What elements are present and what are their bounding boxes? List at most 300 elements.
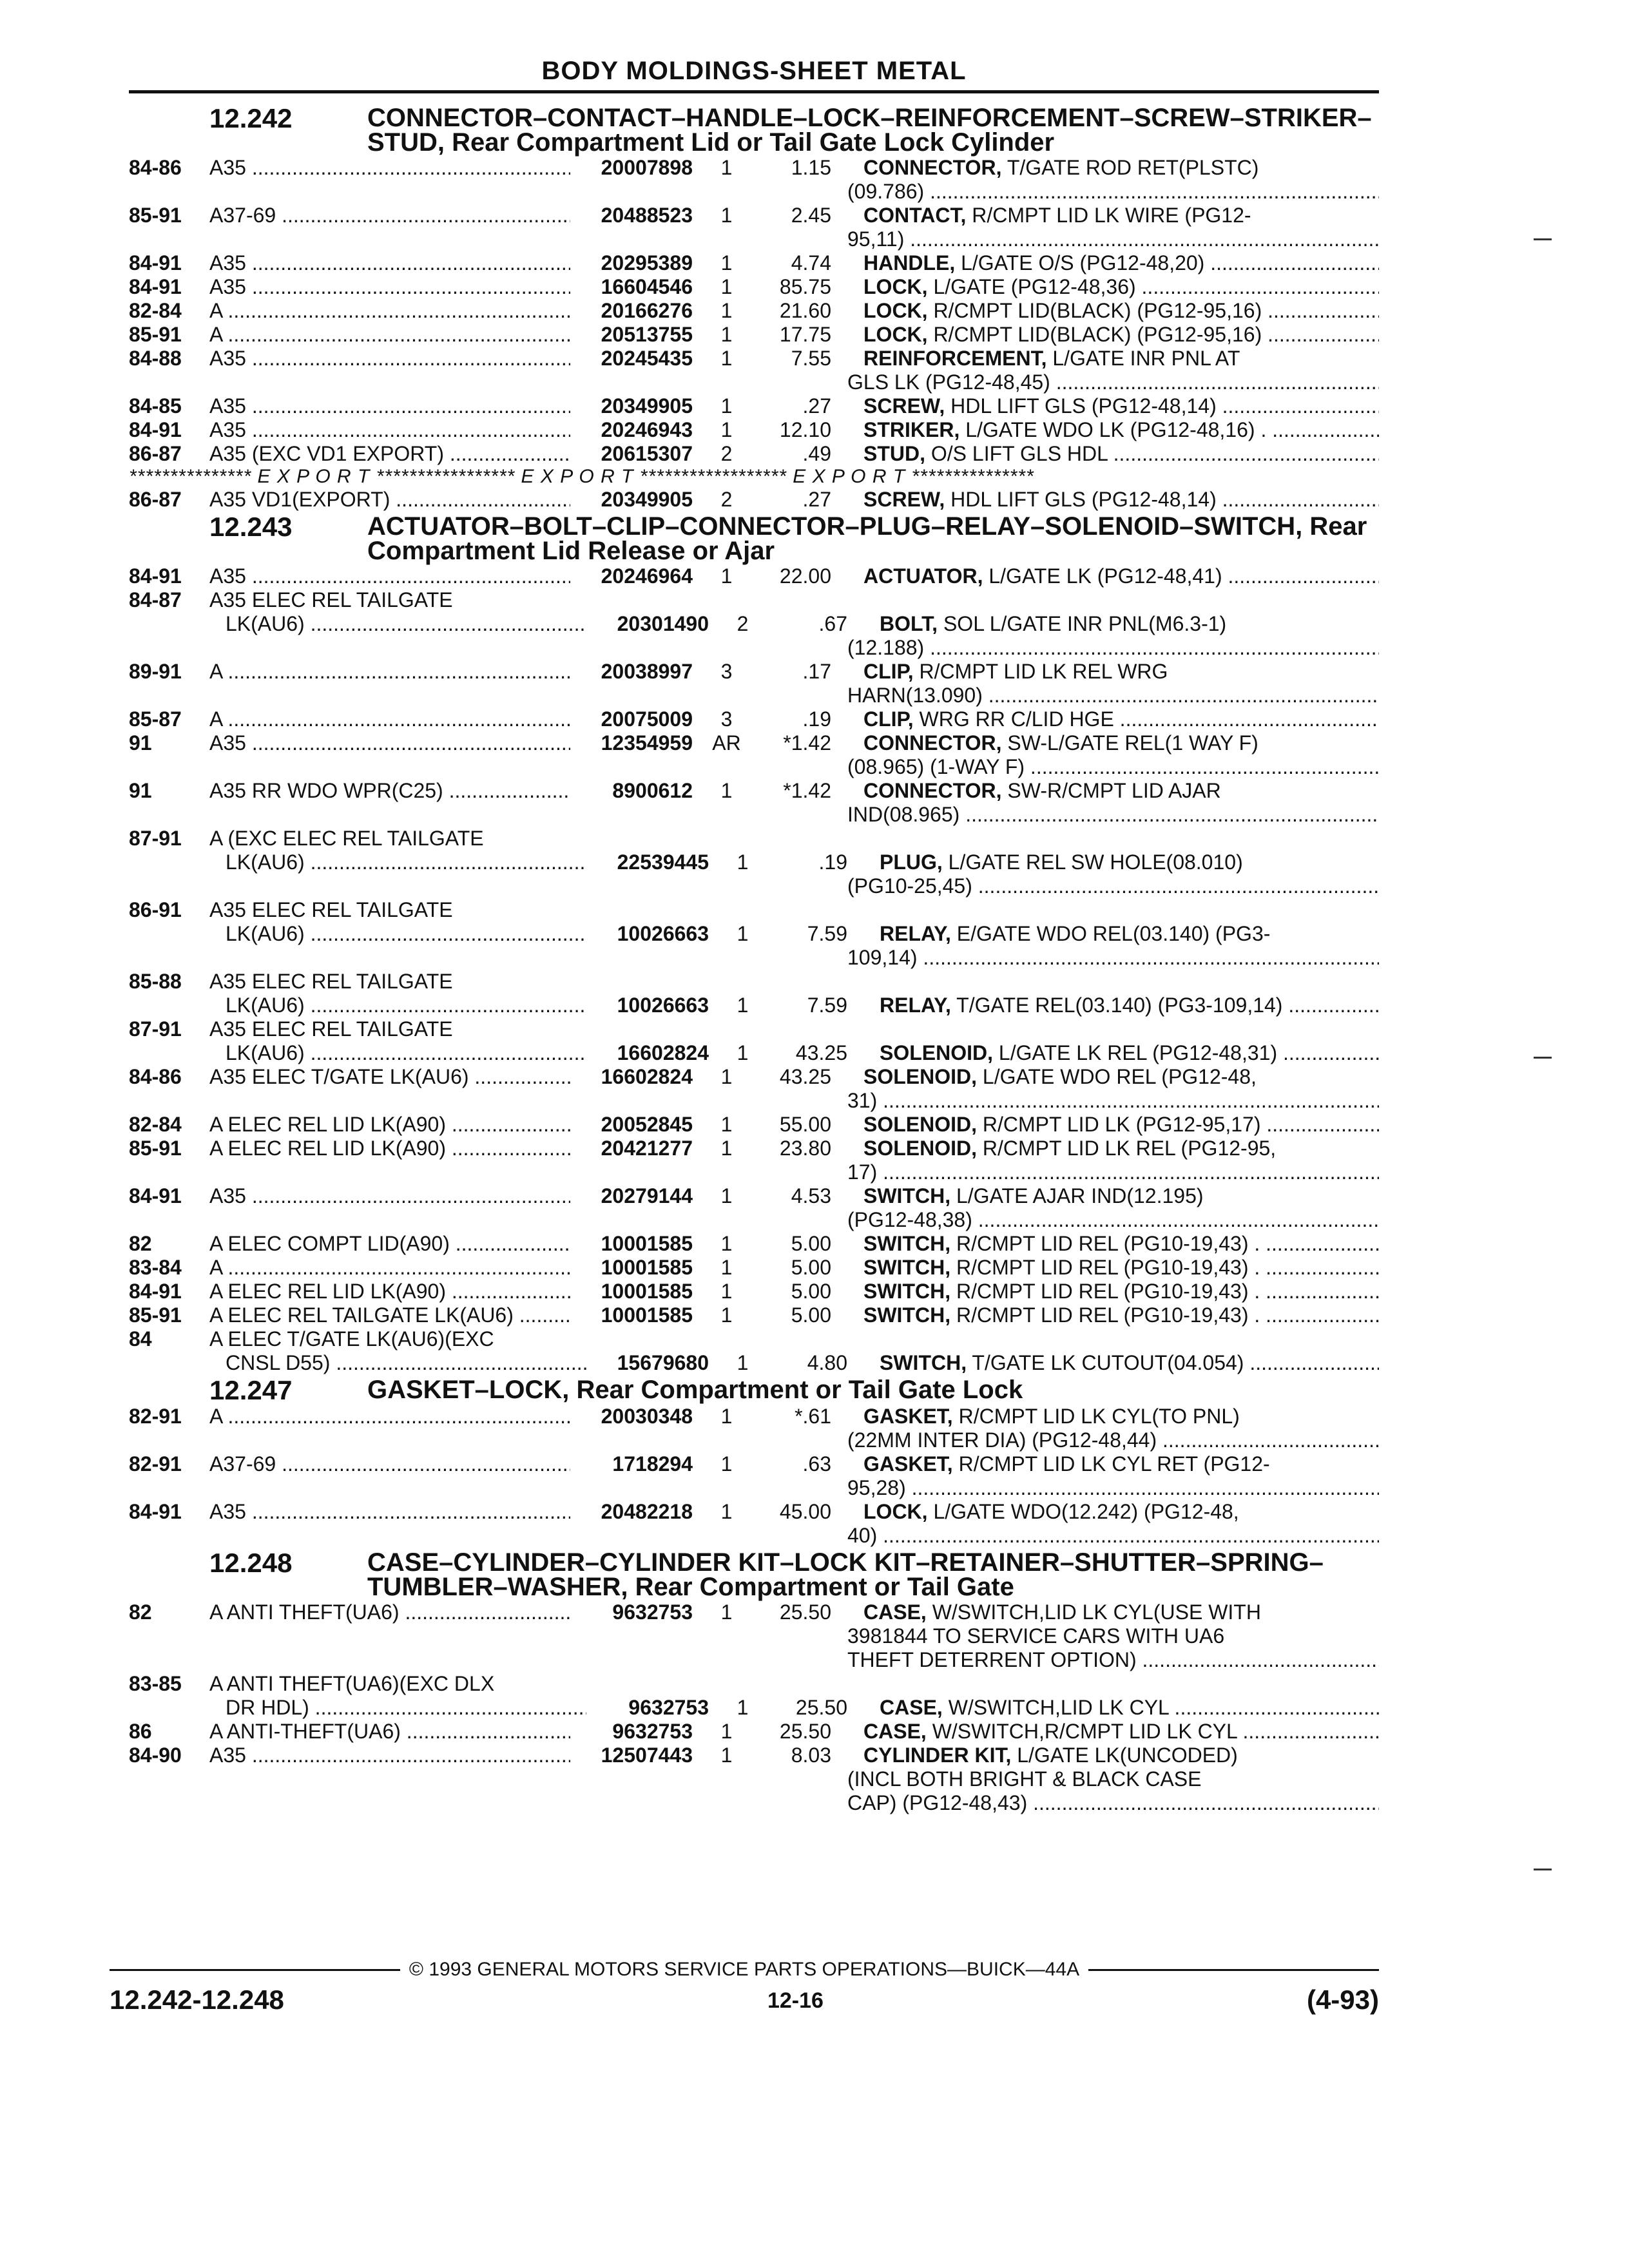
part-row [129,707,1379,731]
part-number: 9632753 [628,1696,709,1719]
part-name-detail: R/CMPT LID LK REL (PG12-95, [982,1137,1277,1160]
part-name-bold: SOLENOID, [863,1113,978,1136]
model-years: 84-90 [129,1744,182,1767]
part-name-bold: HANDLE, [863,251,956,274]
spacer [129,180,831,204]
part-name-bold: SWITCH, [863,1232,951,1255]
model-years: 84-86 [129,1065,182,1088]
part-number: 20030348 [601,1405,693,1428]
part-row-cont [129,874,1379,898]
part-name-bold: CASE, [863,1720,927,1743]
part-number: 20052845 [601,1113,693,1136]
part-name-detail: R/CMPT LID LK CYL(TO PNL) [958,1405,1240,1428]
model-years: 82 [129,1600,152,1624]
part-name [831,1280,1379,1303]
section-title: CONNECTOR–CONTACT–HANDLE–LOCK–REINFORCEMENT–SCREW–STRIKER–STUD, Rear Compartment Lid or Tail Gate Lock Cylinder [367,104,1372,157]
section-number: 12.242 [209,103,293,133]
part-row [129,731,1379,755]
quantity: 1 [737,922,749,945]
price: 4.74 [791,251,831,274]
model-years: 84-91 [129,275,182,298]
spacer [129,1624,831,1648]
part-row [129,1696,1379,1720]
price: 12.10 [779,418,831,441]
spacer [129,1089,831,1113]
application: A35 ..... [209,1500,570,1524]
part-name-bold: SCREW, [863,488,945,511]
part-number: 20421277 [601,1137,693,1160]
part-name [831,347,1379,370]
margin-mark [1534,238,1552,240]
quantity: AR [712,731,741,754]
footer-section-range: 12.242-12.248 [110,1984,284,2015]
application-cont: LK(AU6) ..... [209,922,586,946]
price: 5.00 [791,1232,831,1255]
part-row [129,275,1379,299]
application: A35 ..... [209,251,570,275]
part-row-cont [129,1428,1379,1452]
part-number: 20246943 [601,418,693,441]
part-name [831,1405,1379,1428]
price: 21.60 [779,299,831,322]
part-name-cont: 31) ..... [831,1089,1379,1113]
part-row-cont [129,946,1379,970]
quantity: 1 [720,1303,733,1327]
part-row-desc-line [129,588,1379,612]
part-name-cont: (09.786) ..... [831,180,1379,204]
part-name [831,394,1379,418]
part-name-detail: R/CMPT LID LK (PG12-95,17) [982,1113,1261,1136]
margin-mark [1534,1057,1552,1059]
part-name-bold: SWITCH, [863,1184,951,1207]
application-cont: CNSL D55) ..... [209,1351,586,1375]
price: 8.03 [791,1744,831,1767]
part-name-bold: SWITCH, [863,1303,951,1327]
part-row [129,488,1379,512]
part-number: 20488523 [601,204,693,227]
part-name-cont: 109,14) ..... [831,946,1379,970]
part-name-detail: R/CMPT LID(BLACK) (PG12-95,16) [933,299,1262,322]
part-name-detail: L/GATE LK REL (PG12-48,31) [998,1041,1278,1064]
part-name-bold: CASE, [863,1600,927,1624]
part-name-cont: 95,28) ..... [831,1476,1379,1500]
part-name-bold: BOLT, [880,612,938,635]
part-row [129,564,1379,588]
quantity: 3 [720,660,733,683]
part-number: 10026663 [617,994,709,1017]
part-name [831,418,1379,442]
part-number: 10001585 [601,1232,693,1255]
part-row [129,660,1379,684]
application: A ..... [209,323,570,347]
model-years-spacer [129,922,209,946]
part-name-detail: T/GATE LK CUTOUT(04.054) [972,1351,1244,1374]
spacer [129,803,831,827]
part-name-detail: SOL L/GATE INR PNL(M6.3-1) [943,612,1227,635]
model-years: 84-85 [129,394,182,418]
model-years-spacer [129,1351,209,1375]
section-title: ACTUATOR–BOLT–CLIP–CONNECTOR–PLUG–RELAY–SOLENOID–SWITCH, Rear Compartment Lid Release or Ajar [367,512,1367,565]
part-name [831,707,1379,731]
quantity: 1 [720,1600,733,1624]
part-name-cont: (INCL BOTH BRIGHT & BLACK CASE [847,1767,1202,1791]
part-number: 10001585 [601,1303,693,1327]
part-name-detail: R/CMPT LID REL (PG10-19,43) . [956,1303,1260,1327]
part-name [831,731,1379,755]
part-name-bold: LOCK, [863,275,928,298]
price: .67 [818,612,847,635]
part-row-desc-line [129,1672,1379,1696]
part-name-detail: L/GATE AJAR IND(12.195) [956,1184,1204,1207]
part-row [129,1184,1379,1208]
model-years: 84-91 [129,1280,182,1303]
part-name [831,1600,1379,1624]
footer-copyright-line [110,1959,1379,1981]
part-name [847,612,1379,636]
part-row-cont [129,803,1379,827]
model-years: 84-86 [129,156,182,179]
application: A ANTI-THEFT(UA6) ..... [209,1720,570,1744]
price: 5.00 [791,1303,831,1327]
part-row [129,347,1379,370]
quantity: 1 [720,1720,733,1743]
part-number: 20349905 [601,488,693,511]
part-name-cont: 95,11) ..... [831,227,1379,251]
part-number: 8900612 [612,779,693,802]
spacer [129,684,831,707]
spacer [129,227,831,251]
part-number: 10001585 [601,1280,693,1303]
price: *1.42 [783,731,831,754]
part-name-detail: L/GATE LK (PG12-48,41) [988,564,1222,588]
part-number: 10001585 [601,1256,693,1279]
part-name-bold: CLIP, [863,660,914,683]
spacer [129,1428,831,1452]
part-name-detail: SW-R/CMPT LID AJAR [1007,779,1221,802]
application: A35 ..... [209,156,570,180]
application: A35 ..... [209,1744,570,1767]
part-row-cont [129,1648,1379,1672]
price: 4.53 [791,1184,831,1207]
application: A35 ELEC T/GATE LK(AU6) ..... [209,1065,570,1089]
part-name [831,156,1379,180]
part-name-detail: L/GATE WDO REL (PG12-48, [982,1065,1257,1088]
model-years: 82-84 [129,299,182,322]
part-name [831,1137,1379,1160]
model-years-spacer [129,1696,209,1720]
part-row-cont [129,1524,1379,1548]
price: .63 [802,1452,831,1475]
application-cont: LK(AU6) ..... [209,612,586,636]
quantity: 1 [720,1280,733,1303]
part-name [831,1232,1379,1256]
model-years: 82 [129,1232,152,1255]
price: 43.25 [795,1041,847,1064]
part-name-cont: THEFT DETERRENT OPTION) ..... [831,1648,1379,1672]
spacer [129,1524,831,1548]
spacer [129,1208,831,1232]
part-row-desc-line [129,1327,1379,1351]
section-title: GASKET–LOCK, Rear Compartment or Tail Gate Lock [367,1376,1023,1404]
part-name [831,488,1379,512]
part-name-cont: (PG12-48,38) ..... [831,1208,1379,1232]
part-name-bold: RELAY, [880,922,951,945]
part-name-cont: (PG10-25,45) ..... [831,874,1379,898]
header-rule [129,90,1379,93]
part-number: 16602824 [617,1041,709,1064]
quantity: 1 [720,1256,733,1279]
model-years: 84-91 [129,564,182,588]
part-name-bold: CONNECTOR, [863,779,1002,802]
quantity: 1 [720,156,733,179]
part-name-detail: R/CMPT LID(BLACK) (PG12-95,16) [933,323,1262,346]
part-name [831,1256,1379,1280]
part-name-detail: L/GATE WDO(12.242) (PG12-48, [933,1500,1239,1523]
price: .19 [818,850,847,874]
price: .27 [802,394,831,418]
part-name-detail: L/GATE LK(UNCODED) [1017,1744,1238,1767]
part-row [129,994,1379,1017]
part-name-detail: WRG RR C/LID HGE [919,707,1114,731]
part-name-bold: SWITCH, [863,1280,951,1303]
quantity: 1 [737,1696,749,1719]
part-name-detail: L/GATE O/S (PG12-48,20) [961,251,1205,274]
price: .19 [802,707,831,731]
model-years-spacer [129,612,209,636]
part-name-cont: IND(08.965) ..... [831,803,1379,827]
model-years: 85-88 [129,970,182,993]
part-name-bold: LOCK, [863,323,928,346]
part-row [129,1720,1379,1744]
part-number: 20038997 [601,660,693,683]
quantity: 1 [720,1113,733,1136]
application-cont: LK(AU6) ..... [209,994,586,1017]
part-row-cont [129,636,1379,660]
model-years: 84-91 [129,1184,182,1207]
part-name-detail: T/GATE REL(03.140) (PG3-109,14) [956,994,1283,1017]
model-years: 82-91 [129,1452,182,1475]
part-name-detail: R/CMPT LID REL (PG10-19,43) . [956,1232,1260,1255]
quantity: 2 [720,442,733,465]
part-name-detail: R/CMPT LID LK CYL RET (PG12- [958,1452,1270,1475]
price: 2.45 [791,204,831,227]
application: A35 ..... [209,564,570,588]
part-number: 20295389 [601,251,693,274]
quantity: 1 [720,1137,733,1160]
part-name-detail: L/GATE INR PNL AT [1052,347,1240,370]
quantity: 1 [737,1351,749,1374]
model-years: 91 [129,779,152,802]
application: A ELEC REL LID LK(A90) ..... [209,1280,570,1303]
part-name-cont: GLS LK (PG12-48,45) ..... [831,370,1379,394]
part-name [831,275,1379,299]
price: 7.59 [807,922,847,945]
part-number: 20007898 [601,156,693,179]
part-name-bold: SCREW, [863,394,945,418]
model-years: 84-88 [129,347,182,370]
part-name-cont: HARN(13.090) ..... [831,684,1379,707]
price: 85.75 [779,275,831,298]
price: 7.55 [791,347,831,370]
part-name-cont: 17) ..... [831,1160,1379,1184]
application: A35 ..... [209,347,570,370]
part-name-bold: CONTACT, [863,204,967,227]
part-row [129,1452,1379,1476]
spacer [129,1767,831,1791]
quantity: 1 [720,275,733,298]
quantity: 1 [720,1184,733,1207]
quantity: 1 [737,994,749,1017]
quantity: 1 [720,1500,733,1523]
part-name-bold: LOCK, [863,299,928,322]
model-years-spacer [129,994,209,1017]
spacer [129,1648,831,1672]
price: .17 [802,660,831,683]
part-row-cont [129,1160,1379,1184]
part-number: 20279144 [601,1184,693,1207]
part-name-cont: CAP) (PG12-48,43) ..... [831,1791,1379,1815]
part-number: 12354959 [601,731,693,754]
model-years: 86-87 [129,488,182,511]
application: A ELEC REL LID LK(A90) ..... [209,1137,570,1160]
section-title: CASE–CYLINDER–CYLINDER KIT–LOCK KIT–RETAINER–SHUTTER–SPRING–TUMBLER–WASHER, Rear Compartment or Tail Gate [367,1548,1324,1601]
part-row [129,394,1379,418]
part-row [129,1137,1379,1160]
price: 5.00 [791,1256,831,1279]
part-name-bold: SWITCH, [880,1351,967,1374]
part-name [847,1041,1379,1065]
part-number: 20301490 [617,612,709,635]
application: A35 ELEC REL TAILGATE [209,970,453,993]
model-years: 91 [129,731,152,754]
quantity: 1 [720,1065,733,1088]
part-name-cont: (22MM INTER DIA) (PG12-48,44) ..... [831,1428,1379,1452]
part-row [129,779,1379,803]
part-name-bold: GASKET, [863,1452,953,1475]
model-years: 89-91 [129,660,182,683]
application: A35 ..... [209,1184,570,1208]
part-number: 16604546 [601,275,693,298]
price: 25.50 [795,1696,847,1719]
part-number: 20615307 [601,442,693,465]
quantity: 1 [720,779,733,802]
part-name-bold: SWITCH, [863,1256,951,1279]
application: A ..... [209,707,570,731]
model-years: 82-84 [129,1113,182,1136]
part-name [831,1744,1379,1767]
section-number: 12.247 [209,1375,293,1405]
quantity: 1 [737,850,749,874]
part-number: 9632753 [612,1600,693,1624]
part-name-detail: W/SWITCH,LID LK CYL [948,1696,1169,1719]
part-row-cont [129,227,1379,251]
part-name-bold: GASKET, [863,1405,953,1428]
margin-mark [1534,1869,1552,1870]
price: 23.80 [779,1137,831,1160]
part-row-cont [129,370,1379,394]
application: A35 ..... [209,731,570,755]
part-number: 22539445 [617,850,709,874]
part-name-bold: SOLENOID, [880,1041,994,1064]
part-row-desc-line [129,898,1379,922]
model-years: 84 [129,1327,152,1350]
part-name [831,323,1379,347]
part-name [847,994,1379,1017]
application-cont: LK(AU6) ..... [209,850,586,874]
model-years: 87-91 [129,827,182,850]
model-years: 86 [129,1720,152,1743]
part-row-cont [129,755,1379,779]
part-name [831,1184,1379,1208]
quantity: 1 [720,323,733,346]
part-number: 16602824 [601,1065,693,1088]
part-row-desc-line [129,1017,1379,1041]
part-number: 20166276 [601,299,693,322]
part-row [129,1303,1379,1327]
price: 22.00 [779,564,831,588]
spacer [129,874,831,898]
part-name [831,1065,1379,1089]
part-name-detail: O/S LIFT GLS HDL [930,442,1108,465]
part-row [129,922,1379,946]
application: A35 ELEC REL TAILGATE [209,588,453,611]
quantity: 1 [720,1744,733,1767]
spacer [129,946,831,970]
part-name [831,779,1379,803]
part-row [129,1744,1379,1767]
export-divider: *************** E X P O R T ***************** E X P O R T ****************** E X P O R T *************** [129,466,1034,487]
model-years: 87-91 [129,1017,182,1041]
part-name-cont: (12.188) ..... [831,636,1379,660]
model-years: 85-91 [129,1137,182,1160]
section-header [129,1375,1379,1405]
part-row-desc-line [129,827,1379,850]
part-row [129,1405,1379,1428]
part-name [847,1696,1379,1720]
part-name [831,251,1379,275]
spacer [129,1476,831,1500]
price: 45.00 [779,1500,831,1523]
part-name [831,564,1379,588]
price: 4.80 [807,1351,847,1374]
part-row [129,1041,1379,1065]
part-name-detail: E/GATE WDO REL(03.140) (PG3- [956,922,1271,945]
part-name [831,660,1379,684]
part-name-detail: R/CMPT LID REL (PG10-19,43) . [956,1280,1260,1303]
part-number: 20246964 [601,564,693,588]
part-row [129,1280,1379,1303]
model-years: 85-91 [129,1303,182,1327]
part-name-detail: HDL LIFT GLS (PG12-48,14) [950,394,1217,418]
part-number: 20349905 [601,394,693,418]
quantity: 1 [720,1405,733,1428]
part-row-cont [129,1089,1379,1113]
application: A35 ELEC REL TAILGATE [209,898,453,921]
section-number: 12.248 [209,1548,293,1578]
part-name-cont: 40) ..... [831,1524,1379,1548]
part-name-detail: R/CMPT LID LK REL WRG [919,660,1168,683]
part-name [831,1303,1379,1327]
part-number: 12507443 [601,1744,693,1767]
part-name [831,299,1379,323]
price: 7.59 [807,994,847,1017]
part-name-bold: CONNECTOR, [863,156,1002,179]
model-years: 86-87 [129,442,182,465]
application: A37-69 ..... [209,1452,570,1476]
part-name-detail: L/GATE (PG12-48,36) [933,275,1136,298]
part-row [129,1113,1379,1137]
quantity: 3 [720,707,733,731]
